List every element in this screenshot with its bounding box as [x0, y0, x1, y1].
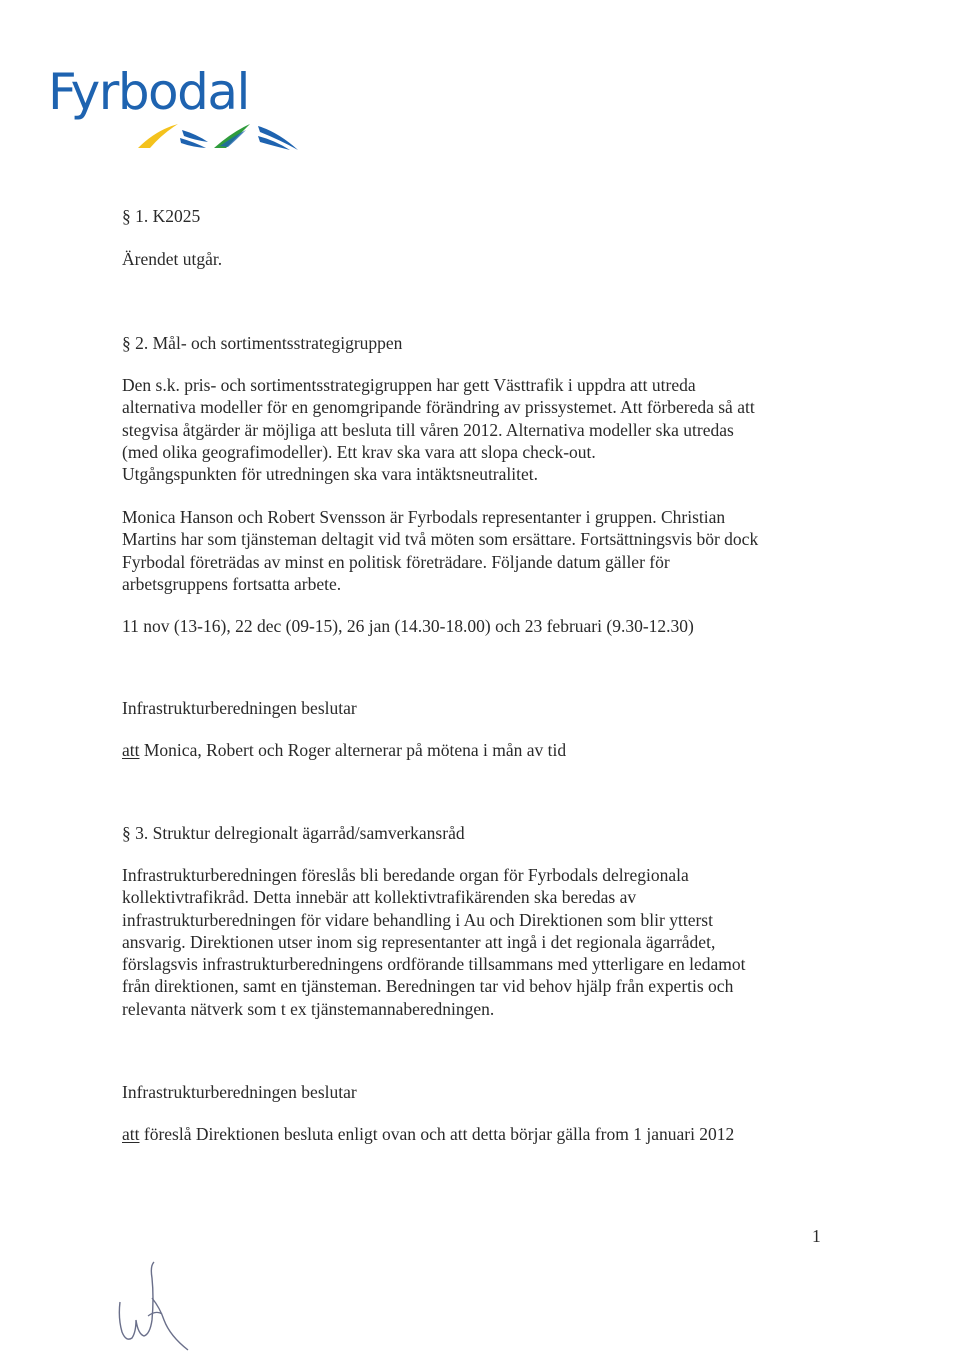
logo-swoosh-icon — [134, 116, 304, 152]
section-2-dates: 11 nov (13-16), 22 dec (09-15), 26 jan (14.30-18.00) och 23 februari (9.30-12.30) — [122, 616, 694, 636]
section-2-decision — [122, 739, 842, 761]
section-2-paragraph-1: Den s.k. pris- och sortimentsstrategigruppen har gett Västtrafik i uppdra att utreda alternativa modeller för en genomgripande förändring av prissystemet. Att förbereda så att stegvisa åtgärder är möjliga att besluta till våren 2012. Alternativa modeller ska utredas (med olika geografimodeller). Ett krav ska vara att slopa check-out. Utgångspunkten för utredningen ska vara intäktsneutralitet. — [122, 375, 755, 485]
section-2-heading: § 2. Mål- och sortimentsstrategigruppen — [122, 333, 403, 353]
logo-wordmark: Fyrbodal — [48, 63, 249, 121]
section-2-paragraph-2: Monica Hanson och Robert Svensson är Fyrbodals representanter i gruppen. Christian Martins har som tjänsteman deltagit vid två möten som ersättare. Fortsättningsvis bör dock Fyrbodal företrädas av minst en politisk företrädare. Följande datum gäller för arbetsgruppens fortsatta arbete. — [122, 507, 759, 594]
att-keyword: att — [122, 740, 140, 760]
signature-initials-icon — [108, 1258, 198, 1354]
section-3-heading: § 3. Struktur delregionalt ägarråd/samverkansråd — [122, 823, 465, 843]
section-2-decision-title: Infrastrukturberedningen beslutar — [122, 698, 357, 718]
section-3-decision-title: Infrastrukturberedningen beslutar — [122, 1082, 357, 1102]
section-3-decision — [122, 1123, 842, 1145]
fyrbodal-logo — [48, 62, 258, 154]
section-1-text: Ärendet utgår. — [122, 249, 223, 269]
decision-text: Monica, Robert och Roger alternerar på mötena i mån av tid — [139, 740, 567, 760]
section-3-paragraph-1: Infrastrukturberedningen föreslås bli beredande organ för Fyrbodals delregionala kollektivtrafikråd. Detta innebär att kollektivtrafikärenden ska beredas av infrastrukturberedningen för vidare behandling i Au och Direktionen som blir ytterst ansvarig. Direktionen utser inom sig representanter att ingå i det regionala ägarrådet, förslagsvis infrastrukturberedningens ordförande tillsammans med ytterligare en ledamot från direktionen, samt en tjänsteman. Beredningen tar vid behov hjälp från expertis och relevanta nätverk som t ex tjänstemannaberedningen. — [122, 865, 746, 1019]
page-number: 1 — [812, 1226, 821, 1246]
decision-text: föreslå Direktionen besluta enligt ovan och att detta börjar gälla from 1 januari 2012 — [139, 1124, 735, 1144]
section-1-heading: § 1. K2025 — [122, 206, 201, 226]
att-keyword: att — [122, 1124, 140, 1144]
